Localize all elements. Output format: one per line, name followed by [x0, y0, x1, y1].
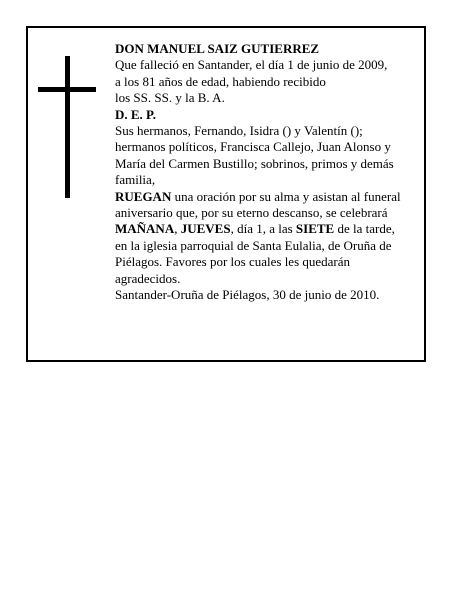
request-line-2: aniversario que, por su eterno descanso, se celebrará: [115, 205, 388, 221]
family-line-1: Sus hermanos, Fernando, Isidra () y Valentín ();: [115, 123, 363, 139]
family-line-2: hermanos políticos, Francisca Callejo, Juan Alonso y: [115, 139, 391, 155]
death-line-2: a los 81 años de edad, habiendo recibido: [115, 73, 326, 89]
place-date: Santander-Oruña de Piélagos, 30 de junio de 2010.: [115, 287, 380, 303]
rip-text: D. E. P.: [115, 106, 157, 122]
jueves-text: JUEVES: [180, 221, 231, 237]
notice-text: [115, 41, 425, 304]
death-line-1: Que falleció en Santander, el día 1 de junio de 2009,: [115, 57, 388, 73]
cross-horizontal-bar: [38, 87, 96, 92]
request-line-1-rest: una oración por su alma y asistan al funeral: [171, 188, 401, 204]
request-line-1: [115, 189, 425, 205]
death-line-3: los SS. SS. y la B. A.: [115, 90, 225, 106]
family-line-4: familia,: [115, 172, 156, 188]
request-line-3: [115, 221, 425, 237]
cross-icon: [38, 56, 96, 198]
time-tail-text: de la tarde,: [334, 221, 395, 237]
church-line-1: en la iglesia parroquial de Santa Eulalia, de Oruña de: [115, 237, 392, 253]
deceased-name: DON MANUEL SAIZ GUTIERREZ: [115, 41, 320, 56]
comma-separator: ,: [174, 221, 181, 237]
siete-text: SIETE: [295, 221, 335, 237]
manana-text: MAÑANA: [115, 221, 175, 237]
ruegan-text: RUEGAN: [115, 188, 172, 204]
family-line-3: María del Carmen Bustillo; sobrinos, primos y demás: [115, 155, 394, 171]
date-middle-text: , día 1, a las: [230, 221, 296, 237]
cross-vertical-bar: [65, 56, 70, 198]
church-line-3: agradecidos.: [115, 270, 181, 286]
church-line-2: Piélagos. Favores por los cuales les quedarán: [115, 254, 351, 270]
obituary-notice: [26, 26, 426, 362]
